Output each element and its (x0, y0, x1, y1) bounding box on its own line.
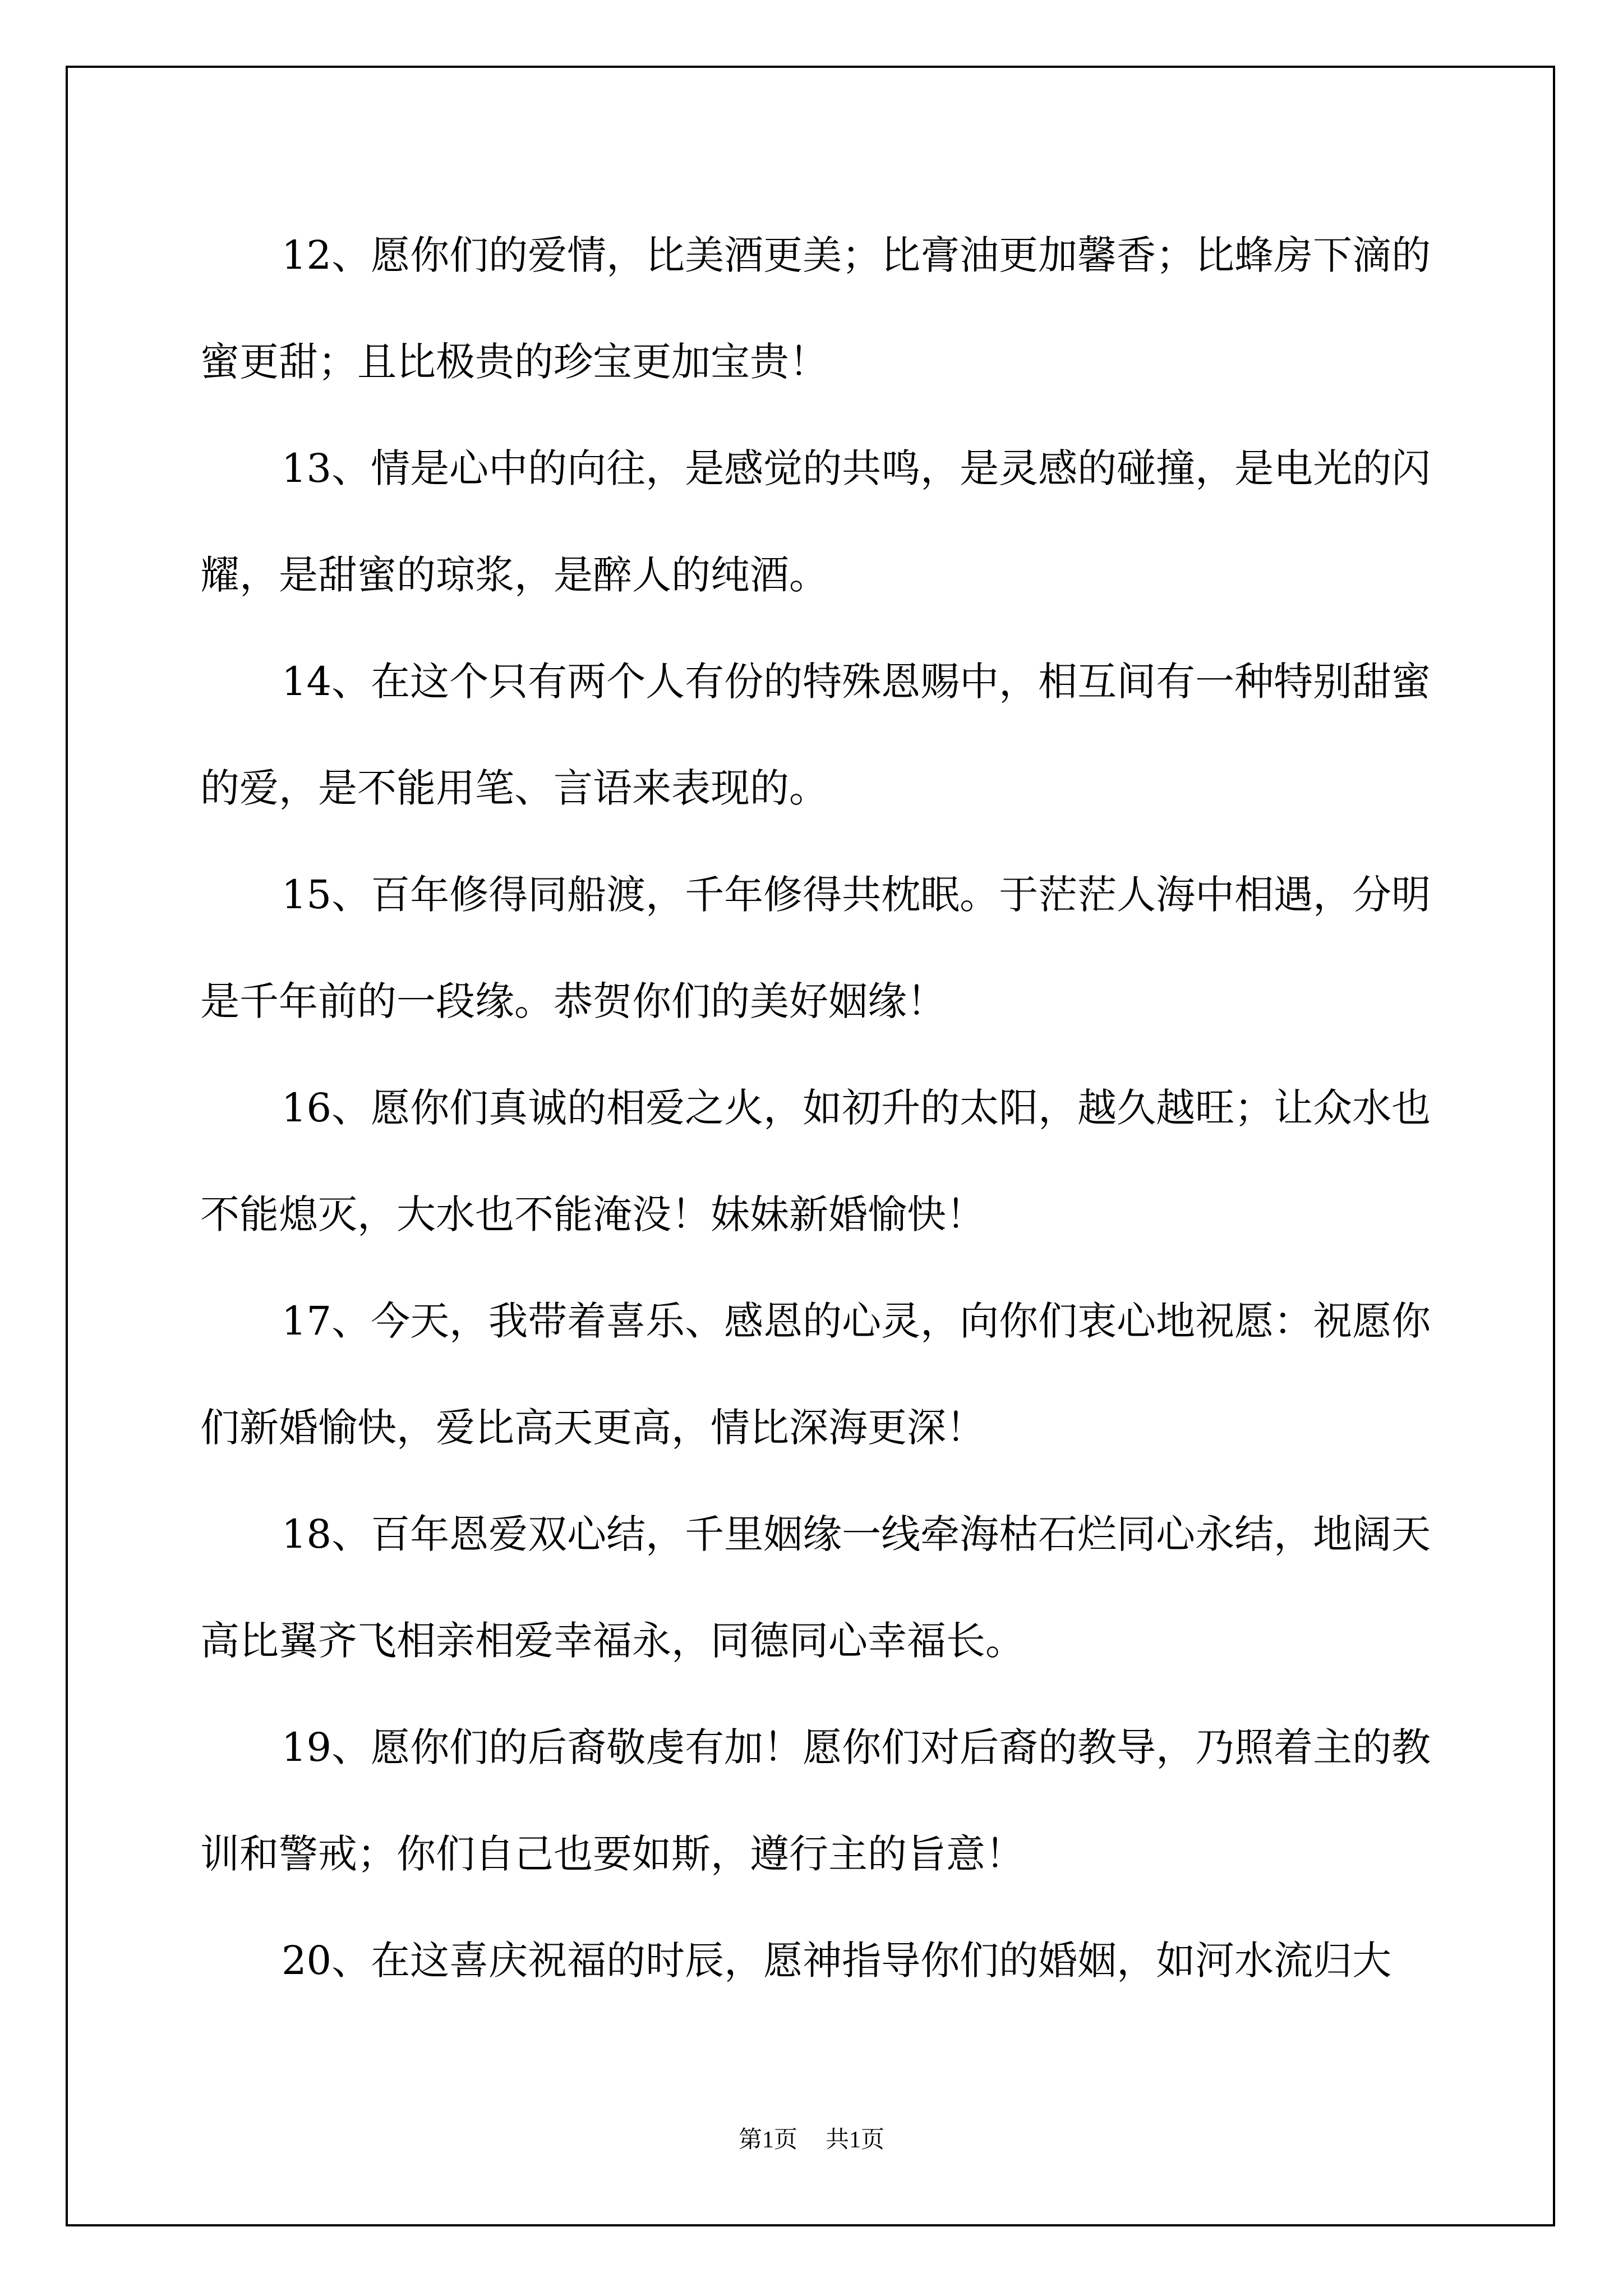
paragraph-16: 16、愿你们真诚的相爱之火，如初升的太阳，越久越旺；让众水也不能熄灭，大水也不能淹没！妹妹新婚愉快！ (200, 1085, 1431, 1237)
page-number-current: 第1页 (738, 2127, 797, 2153)
paragraph-17: 17、今天，我带着喜乐、感恩的心灵，向你们衷心地祝愿：祝愿你们新婚愉快，爱比高天更高，情比深海更深！ (200, 1298, 1431, 1451)
paragraph-15: 15、百年修得同船渡，千年修得共枕眠。于茫茫人海中相遇，分明是千年前的一段缘。恭贺你们的美好姻缘！ (200, 872, 1431, 1024)
paragraph-18: 18、百年恩爱双心结，千里姻缘一线牵海枯石烂同心永结，地阔天高比翼齐飞相亲相爱幸福永，同德同心幸福长。 (200, 1511, 1431, 1664)
paragraph-19: 19、愿你们的后裔敬虔有加！愿你们对后裔的教导，乃照着主的教训和警戒；你们自己也要如斯，遵行主的旨意！ (200, 1724, 1431, 1877)
paragraph-13: 13、情是心中的向往，是感觉的共鸣，是灵感的碰撞，是电光的闪耀，是甜蜜的琼浆，是醉人的纯酒。 (200, 445, 1431, 598)
paragraph-20: 20、在这喜庆祝福的时辰，愿神指导你们的婚姻，如河水流归大 (282, 1938, 1392, 1984)
paragraph-14: 14、在这个只有两个人有份的特殊恩赐中，相互间有一种特别甜蜜的爱，是不能用笔、言语来表现的。 (200, 659, 1431, 811)
page-footer (0, 2123, 1623, 2157)
page-number-total: 共1页 (826, 2127, 885, 2153)
document-body (200, 202, 1434, 2014)
paragraph-12: 12、愿你们的爱情，比美酒更美；比膏油更加馨香；比蜂房下滴的蜜更甜；且比极贵的珍宝更加宝贵！ (200, 232, 1431, 385)
